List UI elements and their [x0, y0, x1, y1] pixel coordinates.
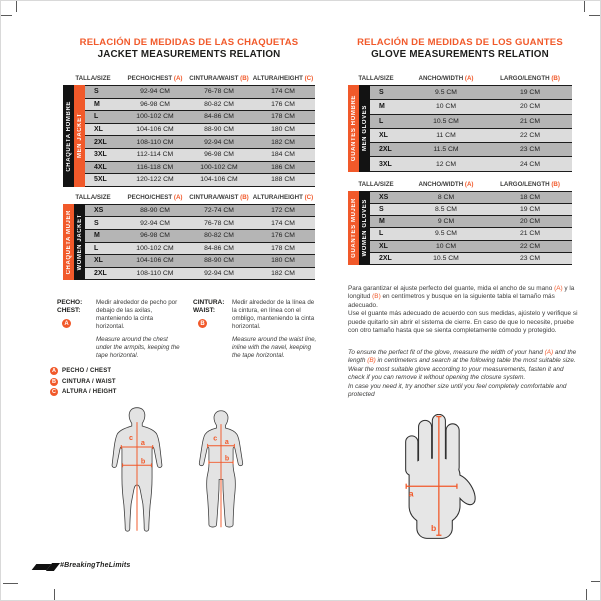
- table-row: [370, 241, 572, 253]
- size-cell: 3XL: [94, 151, 107, 159]
- header-width: ANCHO/WIDTH (A): [418, 180, 474, 188]
- vertical-label-chaqueta-mujer: [63, 204, 74, 281]
- header-height: ALTURA/HEIGHT (C): [252, 75, 314, 82]
- width-cell: 10.5 CM: [433, 117, 459, 125]
- men-gloves-table: [348, 72, 572, 172]
- size-cell: 5XL: [94, 176, 107, 184]
- legend-label: PECHO / CHEST: [62, 368, 112, 374]
- length-cell: 21 CM: [519, 230, 541, 238]
- crop-mark: [586, 589, 587, 600]
- table-row: [370, 100, 572, 114]
- width-cell: 9.5 CM: [435, 230, 457, 238]
- size-cell: S: [94, 219, 99, 227]
- length-cell: 24 CM: [519, 160, 541, 168]
- length-line-label: b: [431, 522, 437, 533]
- table-row: [85, 268, 315, 281]
- waist-cell: 84-86 CM: [204, 113, 234, 121]
- header-chest: PECHO/CHEST (A): [127, 75, 183, 82]
- height-cell: 176 CM: [271, 100, 295, 108]
- table-row: [85, 99, 315, 112]
- waist-cell: 88-90 CM: [204, 257, 234, 265]
- waist-cell: 104-106 CM: [200, 176, 238, 184]
- table-header: [63, 191, 315, 204]
- size-cell: S: [379, 206, 384, 214]
- measuring-instructions: [57, 299, 319, 360]
- legend-label: CINTURA / WAIST: [62, 378, 116, 385]
- chest-cell: 92-94 CM: [140, 219, 170, 227]
- table-header: [63, 72, 315, 85]
- size-cell: XL: [94, 257, 103, 265]
- table-header: [348, 72, 572, 85]
- strip-label: MEN GLOVES: [361, 105, 368, 152]
- women-jacket-rows: [85, 204, 315, 281]
- size-cell: XL: [94, 126, 103, 134]
- strip-label: WOMEN JACKET: [76, 213, 83, 271]
- table-row: [85, 111, 315, 124]
- hand-fill: [406, 415, 479, 538]
- height-cell: 188 CM: [271, 176, 295, 184]
- size-cell: L: [94, 113, 99, 121]
- chest-text-es: Medir alrededor de pecho por debajo de las axilas, manteniendo la cinta horizontal.: [96, 299, 178, 331]
- chest-instruction: [57, 299, 183, 360]
- waist-instruction: [193, 299, 319, 360]
- gloves-title-es: RELACIÓN DE MEDIDAS DE LOS GUANTES: [357, 37, 563, 48]
- table-row: [370, 86, 572, 100]
- crop-mark: [54, 589, 55, 600]
- table-row: [85, 149, 315, 162]
- size-cell: XS: [379, 193, 389, 201]
- waist-cell: 80-82 CM: [204, 232, 234, 240]
- strip-label: CHAQUETA HOMBRE: [65, 100, 72, 172]
- crop-mark: [3, 583, 18, 584]
- waist-label-en: WAIST:: [193, 307, 216, 315]
- vertical-label-chaqueta-hombre: [63, 85, 74, 187]
- chest-label-en: CHEST:: [57, 307, 81, 315]
- women-gloves-rows: [370, 191, 572, 265]
- header-size: TALLA/SIZE: [358, 180, 394, 188]
- waist-cell: 84-86 CM: [204, 244, 234, 252]
- size-cell: S: [379, 89, 384, 97]
- crop-mark: [584, 1, 585, 12]
- chest-cell: 96-98 CM: [140, 232, 170, 240]
- table-row: [370, 129, 572, 143]
- width-cell: 8.5 CM: [435, 206, 457, 214]
- height-cell: 180 CM: [271, 126, 295, 134]
- footer-hashtag: #BreakingTheLimits: [60, 562, 131, 569]
- table-row: [370, 253, 572, 265]
- table-row: [370, 143, 572, 157]
- vertical-label-men-jacket: [74, 85, 85, 187]
- vertical-label-guantes-mujer: [348, 191, 359, 265]
- length-cell: 22 CM: [519, 132, 541, 140]
- size-cell: S: [94, 88, 99, 96]
- men-jacket-table: [63, 72, 315, 187]
- length-cell: 22 CM: [519, 242, 541, 250]
- height-line-label: c: [129, 432, 134, 442]
- table-row: [85, 255, 315, 268]
- legend-label: ALTURA / HEIGHT: [62, 389, 117, 395]
- key-b-badge: B: [198, 319, 207, 328]
- chest-cell: 96-98 CM: [140, 100, 170, 108]
- waist-text-es: Medir alrededor de la línea de la cintura, en línea con el ombligo, manteniendo la cinta horizontal.: [232, 299, 315, 331]
- glove-fit-text: [348, 285, 580, 399]
- jackets-section: [63, 37, 315, 280]
- size-cell: 4XL: [94, 163, 107, 171]
- female-figure-diagram: [186, 382, 256, 563]
- table-row: [85, 205, 315, 218]
- gloves-title-en: GLOVE MEASUREMENTS RELATION: [371, 49, 549, 60]
- header-length: LARGO/LENGTH (B): [500, 180, 560, 188]
- key-a-badge: A: [50, 367, 58, 375]
- vertical-label-guantes-hombre: [348, 85, 359, 172]
- size-cell: XS: [94, 207, 104, 215]
- waist-cell: 76-78 CM: [204, 88, 234, 96]
- table-row: [85, 230, 315, 243]
- strip-label: CHAQUETA MUJER: [65, 209, 72, 275]
- height-cell: 174 CM: [271, 88, 295, 96]
- height-line-label: c: [213, 435, 218, 443]
- crop-mark: [16, 1, 17, 12]
- table-row: [370, 216, 572, 228]
- length-cell: 20 CM: [519, 103, 541, 111]
- table-row: [370, 204, 572, 216]
- strip-label: GUANTES MUJER: [350, 197, 357, 258]
- table-row: [370, 192, 572, 204]
- women-gloves-table: [348, 178, 572, 265]
- table-row: [85, 124, 315, 137]
- size-cell: M: [379, 218, 385, 226]
- width-cell: 11.5 CM: [433, 146, 459, 154]
- vertical-label-men-gloves: [359, 85, 370, 172]
- table-row: [370, 228, 572, 240]
- chest-cell: 108-110 CM: [136, 270, 174, 278]
- strip-label: GUANTES HOMBRE: [350, 95, 357, 162]
- height-cell: 184 CM: [271, 151, 295, 159]
- header-waist: CINTURA/WAIST (B): [189, 193, 249, 201]
- key-a-badge: A: [62, 319, 71, 328]
- length-cell: 18 CM: [519, 193, 541, 201]
- table-row: [85, 174, 315, 187]
- waist-cell: 80-82 CM: [204, 100, 234, 108]
- header-width: ANCHO/WIDTH (A): [418, 75, 474, 82]
- size-cell: L: [94, 244, 99, 252]
- size-cell: M: [94, 232, 100, 240]
- jackets-title-en: JACKET MEASUREMENTS RELATION: [97, 49, 281, 60]
- gloves-section: [348, 37, 572, 265]
- fit-text-en-1: To ensure the perfect fit of the glove, measure the width of your hand (A) and the length (B) in centimeters and search at the following table the most suitable size. Wear the most suitable glove according to your measurements, fasten it and check if you can remove it without opening the closure system.: [348, 348, 577, 382]
- size-cell: XL: [379, 242, 388, 250]
- vertical-label-women-gloves: [359, 191, 370, 265]
- table-row: [85, 217, 315, 230]
- waist-line-label: b: [224, 455, 230, 463]
- chest-cell: 92-94 CM: [140, 88, 170, 96]
- chest-cell: 112-114 CM: [136, 151, 174, 159]
- header-chest: PECHO/CHEST (A): [127, 193, 183, 201]
- chest-cell: 104-106 CM: [136, 257, 174, 265]
- header-length: LARGO/LENGTH (B): [500, 75, 560, 82]
- chest-cell: 100-102 CM: [136, 113, 174, 121]
- height-cell: 172 CM: [271, 207, 295, 215]
- height-cell: 178 CM: [271, 244, 295, 252]
- waist-line-label: b: [140, 456, 146, 466]
- size-cell: 3XL: [379, 160, 392, 168]
- table-row: [85, 243, 315, 256]
- chest-cell: 88-90 CM: [140, 207, 170, 215]
- men-jacket-rows: [85, 85, 315, 187]
- width-line-label: a: [408, 488, 414, 499]
- width-cell: 10 CM: [435, 103, 457, 111]
- height-cell: 186 CM: [271, 163, 295, 171]
- table-header: [348, 178, 572, 191]
- brand-logo: [34, 563, 57, 571]
- size-cell: 2XL: [379, 146, 392, 154]
- length-cell: 23 CM: [519, 254, 541, 262]
- chest-label-es: PECHO:: [57, 299, 83, 306]
- chest-cell: 116-118 CM: [136, 163, 174, 171]
- strip-label: WOMEN GLOVES: [361, 199, 368, 257]
- size-cell: M: [94, 100, 100, 108]
- size-cell: L: [379, 230, 384, 238]
- size-cell: L: [379, 117, 384, 125]
- length-cell: 21 CM: [519, 117, 541, 125]
- height-cell: 182 CM: [271, 138, 295, 146]
- key-c-badge: C: [50, 388, 58, 396]
- length-cell: 19 CM: [519, 89, 541, 97]
- male-figure-diagram: [101, 382, 173, 563]
- length-cell: 23 CM: [519, 146, 541, 154]
- crop-mark: [1, 15, 12, 16]
- size-cell: 2XL: [94, 270, 107, 278]
- women-jacket-table: [63, 191, 315, 281]
- waist-cell: 88-90 CM: [204, 126, 234, 134]
- men-gloves-rows: [370, 85, 572, 172]
- table-row: [370, 115, 572, 129]
- legend-item: [50, 367, 117, 375]
- chest-cell: 100-102 CM: [136, 244, 174, 252]
- length-cell: 19 CM: [519, 206, 541, 214]
- width-cell: 11 CM: [436, 132, 456, 140]
- size-cell: XL: [379, 132, 388, 140]
- height-cell: 182 CM: [271, 270, 295, 278]
- width-cell: 8 CM: [437, 193, 455, 201]
- waist-cell: 72-74 CM: [204, 207, 234, 215]
- size-cell: 2XL: [379, 254, 392, 262]
- waist-text-en: Measure around the waist line, inline with the navel, keeping the tape horizontal.: [232, 336, 317, 360]
- header-height: ALTURA/HEIGHT (C): [252, 193, 314, 201]
- chest-text-en: Measure around the chest under the armpits, keeping the tape horizontal.: [96, 336, 180, 360]
- key-b-badge: B: [50, 378, 58, 386]
- waist-cell: 92-94 CM: [204, 270, 234, 278]
- height-cell: 176 CM: [271, 232, 295, 240]
- crop-mark: [589, 15, 600, 16]
- height-cell: 174 CM: [271, 219, 295, 227]
- table-row: [370, 157, 572, 171]
- vertical-label-women-jacket: [74, 204, 85, 281]
- chest-cell: 120-122 CM: [136, 176, 174, 184]
- strip-label: MEN JACKET: [76, 113, 83, 159]
- hand-diagram: [395, 414, 481, 543]
- chest-line-label: a: [224, 438, 229, 446]
- header-waist: CINTURA/WAIST (B): [189, 75, 249, 82]
- waist-label-es: CINTURA:: [193, 299, 225, 306]
- header-size: TALLA/SIZE: [358, 75, 394, 82]
- size-cell: 2XL: [94, 138, 107, 146]
- chest-line-label: a: [140, 438, 145, 448]
- fit-text-es-2: Use el guante más adecuado de acuerdo con sus medidas, ajústelo y verifique si puede quitarlo sin abrir el sistema de cierre. En caso de que lo necesite, pruebe con otro tamaño hasta que se sienta completamente cómodo y protegido.: [348, 310, 578, 335]
- size-cell: M: [379, 103, 385, 111]
- fit-text-es-1: Para garantizar el ajuste perfecto del guante, mida el ancho de su mano (A) y la longitud (B) en centímetros y busque en la siguiente tabla el tamaño más adecuado.: [348, 285, 575, 309]
- waist-cell: 100-102 CM: [200, 163, 238, 171]
- width-cell: 12 CM: [435, 160, 457, 168]
- waist-cell: 92-94 CM: [204, 138, 234, 146]
- width-cell: 9 CM: [437, 218, 455, 226]
- jackets-title-es: RELACIÓN DE MEDIDAS DE LAS CHAQUETAS: [79, 37, 299, 48]
- table-row: [85, 162, 315, 175]
- height-cell: 180 CM: [271, 257, 295, 265]
- waist-cell: 76-78 CM: [204, 219, 234, 227]
- waist-cell: 96-98 CM: [204, 151, 234, 159]
- width-cell: 9.5 CM: [435, 89, 457, 97]
- table-row: [85, 86, 315, 99]
- fit-text-en-2: In case you need it, try another size until you feel completely comfortable and protected: [348, 382, 567, 398]
- chest-cell: 104-106 CM: [136, 126, 174, 134]
- header-size: TALLA/SIZE: [75, 193, 111, 201]
- header-size: TALLA/SIZE: [75, 75, 111, 82]
- width-cell: 10.5 CM: [433, 254, 459, 262]
- chest-cell: 108-110 CM: [136, 138, 174, 146]
- width-cell: 10 CM: [435, 242, 457, 250]
- height-cell: 178 CM: [271, 113, 295, 121]
- table-row: [85, 136, 315, 149]
- crop-mark: [591, 581, 600, 582]
- length-cell: 20 CM: [519, 218, 541, 226]
